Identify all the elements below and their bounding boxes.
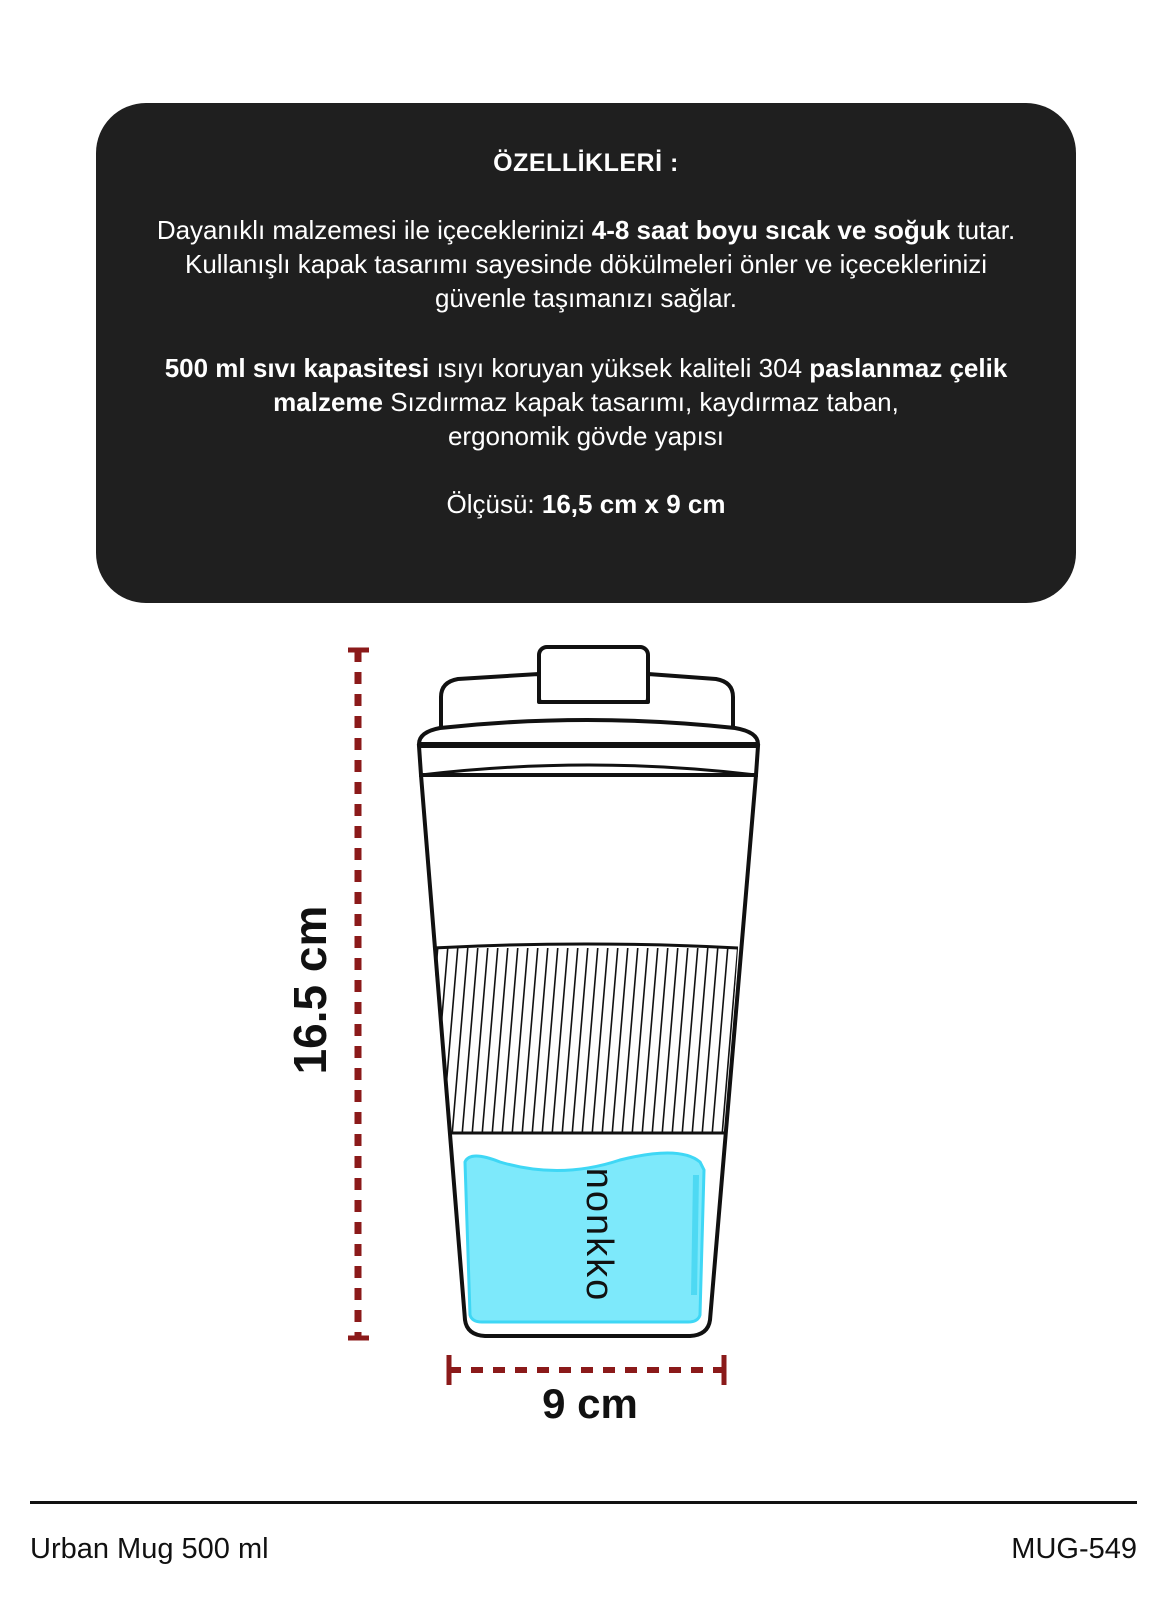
footer-divider: [30, 1501, 1137, 1504]
text-line: [116, 213, 1056, 247]
text-emphasis: 4-8 saat boyu sıcak ve soğuk: [591, 215, 951, 245]
brand-logo-text: nonkko: [577, 1167, 620, 1303]
text-line: Kullanışlı kapak tasarımı sayesinde dökülmeleri önler ve içeceklerinizi: [184, 249, 988, 279]
mug-lid-rim: [419, 720, 758, 744]
mug-liquid-highlight: [694, 1175, 696, 1295]
mug-illustration: [0, 630, 1167, 1430]
footer-product-name: Urban Mug 500 ml: [30, 1533, 269, 1565]
sleeve-texture-line: [752, 945, 768, 1136]
text-emphasis: 500 ml sıvı kapasitesi: [164, 353, 430, 383]
features-card: [96, 103, 1076, 603]
text-segment: Dayanıklı malzemesi ile içeceklerinizi: [156, 215, 592, 245]
text-line: [116, 385, 1056, 419]
features-paragraph-heat: [116, 213, 1056, 315]
features-paragraph-size: [116, 487, 1056, 521]
text-line: [116, 351, 1056, 385]
features-paragraph-material: [116, 351, 1056, 453]
footer-product-code: MUG-549: [1011, 1533, 1137, 1565]
text-emphasis: paslanmaz çelik: [809, 353, 1008, 383]
sleeve-texture-line: [412, 945, 428, 1136]
text-emphasis: malzeme: [273, 387, 383, 417]
text-line: güvenle taşımanızı sağlar.: [434, 283, 738, 313]
width-dimension-label: 9 cm: [542, 1380, 638, 1427]
text-segment: ısıyı koruyan yüksek kaliteli 304: [429, 353, 810, 383]
sleeve-texture-line: [422, 945, 438, 1136]
text-segment: Sızdırmaz kapak tasarımı, kaydırmaz taban,: [382, 387, 899, 417]
height-dimension-line: [348, 650, 369, 1338]
height-dimension-label: 16.5 cm: [284, 905, 336, 1075]
mug-lid-cap: [539, 647, 648, 706]
sleeve-texture-line: [742, 945, 758, 1136]
text-line: ergonomik gövde yapısı: [447, 421, 725, 451]
text-segment: Ölçüsü:: [446, 489, 542, 519]
sleeve-texture-line: [402, 945, 418, 1136]
text-emphasis: 16,5 cm x 9 cm: [541, 489, 726, 519]
text-segment: tutar.: [950, 215, 1016, 245]
features-heading: ÖZELLİKLERİ :: [493, 149, 679, 177]
